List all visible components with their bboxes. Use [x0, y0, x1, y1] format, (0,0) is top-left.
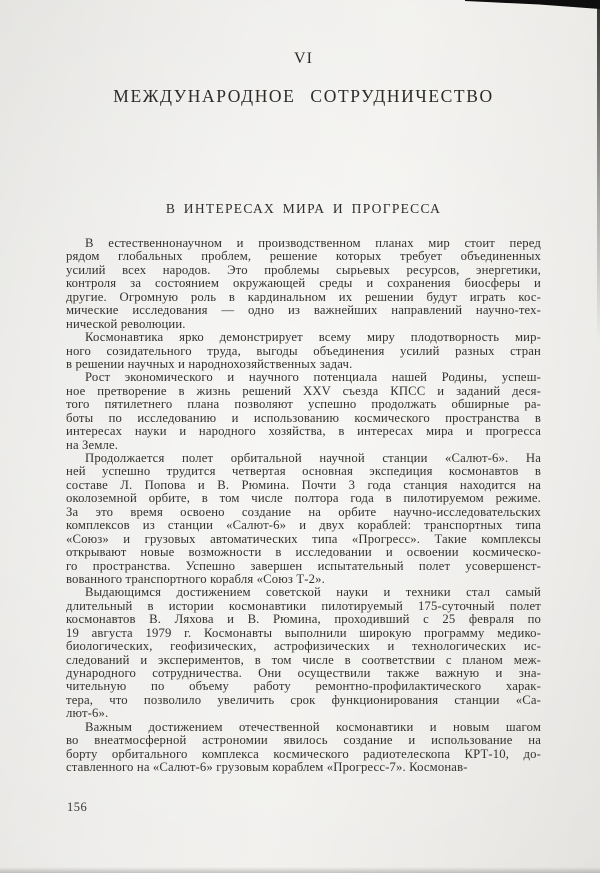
text-line: околоземной орбите, в том числе полтора года в пилотируемом режиме.: [66, 492, 541, 506]
text-line: тера, что позволило увеличить срок функционирования станции «Са-: [66, 693, 541, 707]
text-line: 19 августа 1979 г. Космонавты выполнили широкую программу медико-: [66, 626, 541, 640]
scan-bottom-edge-shadow: [0, 867, 600, 873]
text-line: борту орбитального комплекса космического радиотелескопа КРТ-10, до-: [66, 747, 541, 761]
text-line: ставленного на «Салют-6» грузовым кораблем «Прогресс-7». Космонав-: [66, 761, 468, 775]
chapter-number: VI: [294, 50, 313, 67]
text-line: Продолжается полет орбитальной научной станции «Салют-6». На: [85, 452, 541, 465]
scan-corner-shadow: [465, 0, 600, 12]
text-line: биологических, геофизических, астрофизических и технологических ис-: [66, 640, 541, 654]
text-line: следований и экспериментов, в том числе в соответствии с планом меж-: [66, 653, 541, 667]
text-line: «Союз» и грузовых автоматических типа «Прогресс». Такие комплексы: [66, 532, 541, 546]
text-line: ное претворение в жизнь решений XXV съезда КПСС и заданий деся-: [66, 384, 541, 398]
text-line: В естественнонаучном и производственном планах мир стоит перед: [85, 237, 541, 250]
text-line: чительную по объему работу ремонтно-профилактического харак-: [66, 680, 541, 694]
text-line: го пространства. Успешно завершен испытательный полет усовершенст-: [66, 559, 541, 573]
text-line: ного созидательного труда, выгоды объединения усилий разных стран: [66, 344, 541, 358]
text-line: ней успешно трудится четвертая основная экспедиция космонавтов в: [66, 465, 541, 479]
text-line: рядом глобальных проблем, решение которых требует объединенных: [66, 250, 541, 264]
text-line: За это время освоено создание на орбите научно-исследовательских: [66, 505, 541, 519]
text-line: комплексов из станции «Салют-6» и двух кораблей: транспортных типа: [66, 519, 541, 533]
body-text: [66, 237, 541, 775]
page-number: 156: [67, 800, 88, 814]
text-line: в решении научных и народнохозяйственных задач.: [66, 357, 353, 371]
text-line: мические исследования — одно из важнейших направлений научно-тех-: [66, 304, 541, 318]
text-line: боты по исследованию и использованию космического пространства в: [66, 411, 541, 425]
text-line: на Земле.: [66, 438, 119, 452]
text-line: во внеатмосферной астрономии явилось создание и использование на: [66, 734, 541, 748]
text-line: открывают новые возможности в исследовании и освоении космическо-: [66, 546, 541, 560]
text-line: контроля за состоянием окружающей среды и сохранения биосферы и: [66, 277, 541, 291]
text-line: того пятилетнего плана позволяют успешно продолжать обширные ра-: [66, 398, 541, 412]
text-line: интересах науки и народного хозяйства, в интересах мира и прогресса: [66, 425, 541, 439]
chapter-title: МЕЖДУНАРОДНОЕ СОТРУДНИЧЕСТВО: [113, 86, 494, 106]
text-line: вованного транспортного корабля «Союз Т-2».: [66, 572, 325, 586]
text-line: Космонавтика ярко демонстрирует всему миру плодотворность мир-: [85, 331, 541, 345]
text-line: дународного сотрудничества. Они осуществили также важную и зна-: [66, 667, 541, 680]
text-line: космонавтов В. Ляхова и В. Рюмина, проходивший с 25 февраля по: [66, 613, 541, 627]
paragraph: [66, 721, 541, 775]
text-line: нической революции.: [66, 317, 186, 331]
text-line: усилий всех народов. Это проблемы сырьевых ресурсов, энергетики,: [66, 263, 541, 277]
text-line: Выдающимся достижением советской науки и техники стал самый: [85, 586, 541, 600]
text-line: Важным достижением отечественной космонавтики и новым шагом: [85, 720, 541, 734]
text-line: составе Л. Попова и В. Рюмина. Почти 3 года станция находится на: [66, 478, 541, 492]
text-line: другие. Огромную роль в кардинальном их решении будут играть кос-: [66, 290, 541, 304]
section-title: В ИНТЕРЕСАХ МИРА И ПРОГРЕССА: [165, 201, 442, 216]
paragraph: [66, 331, 541, 371]
text-line: длительный в истории космонавтики пилотируемый 175-суточный полет: [66, 599, 541, 613]
paragraph: [66, 237, 541, 331]
paragraph: [66, 452, 541, 586]
text-line: Рост экономического и научного потенциала нашей Родины, успеш-: [85, 371, 541, 385]
text-line: лют-6».: [66, 707, 109, 721]
paragraph: [66, 586, 541, 720]
paragraph: [66, 371, 541, 452]
